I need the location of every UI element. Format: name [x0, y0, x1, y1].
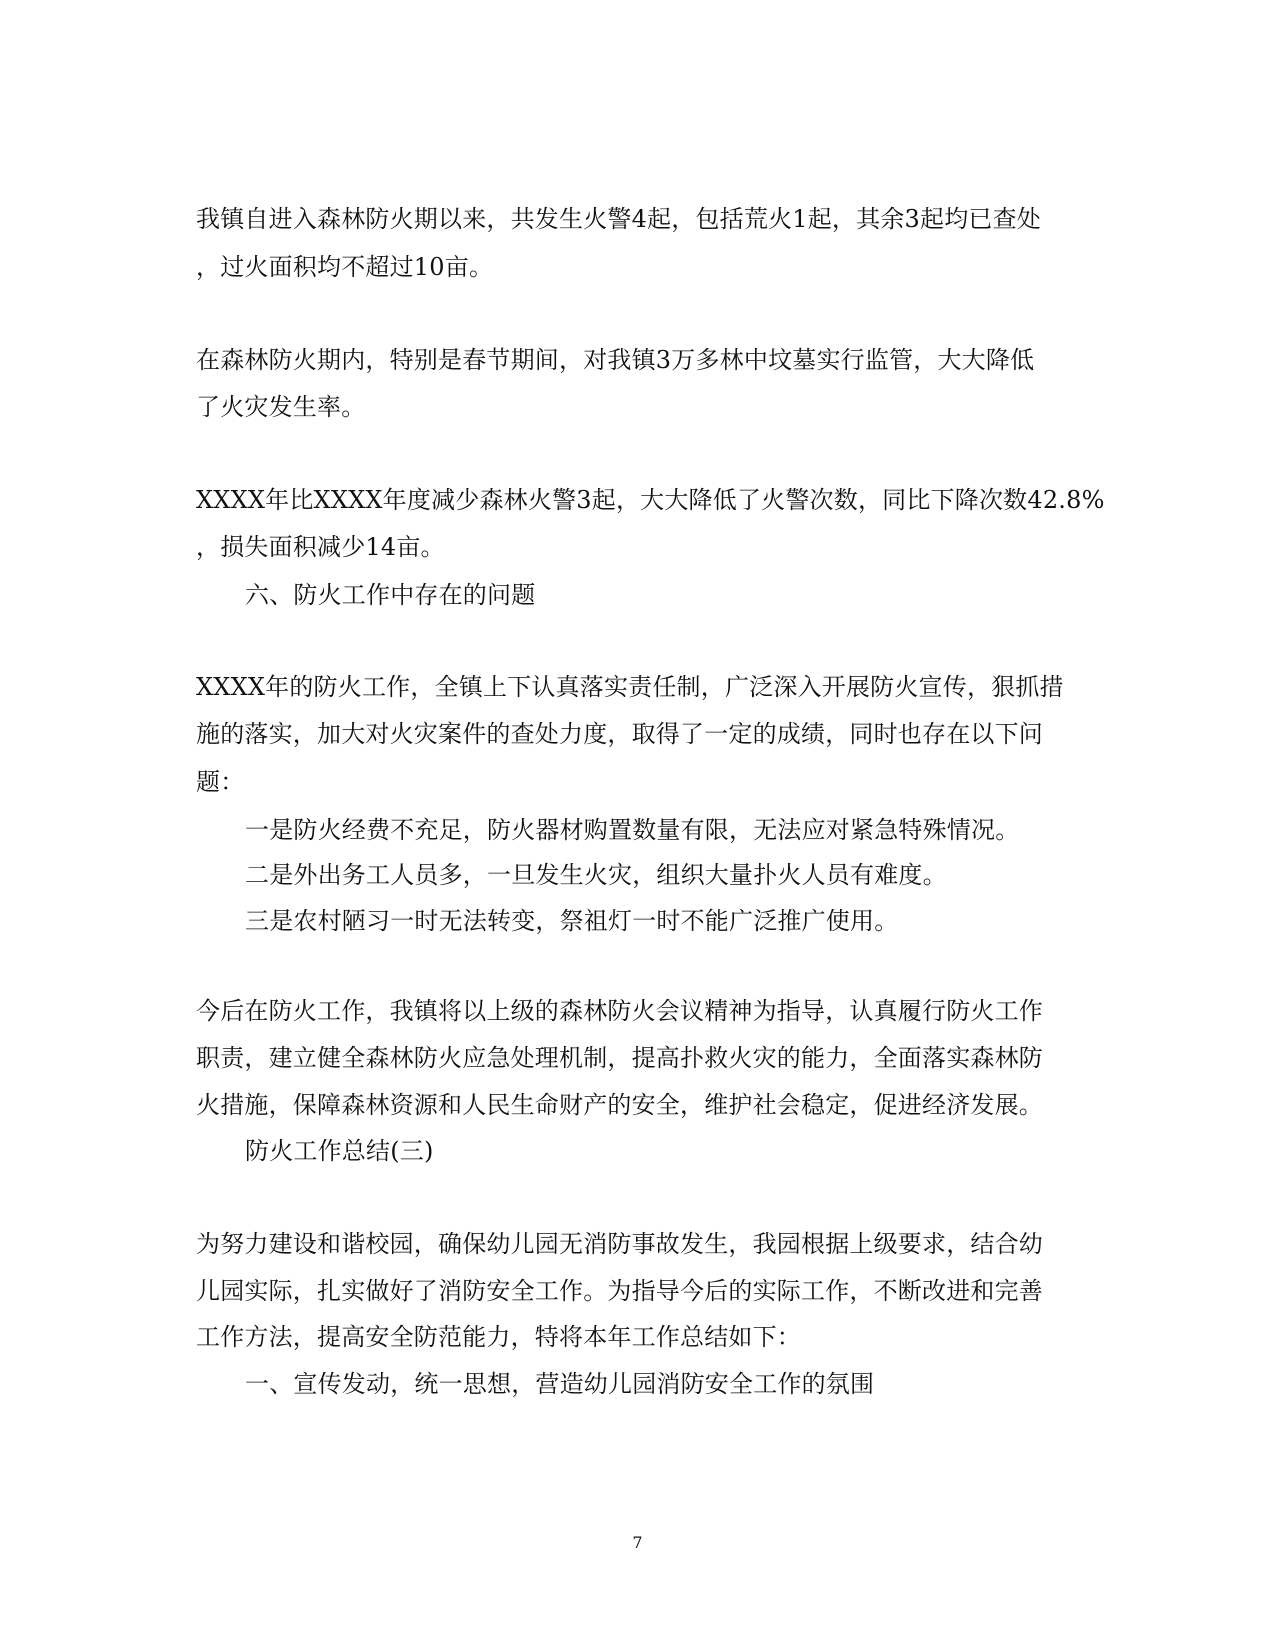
paragraph-line: 火措施，保障森林资源和人民生命财产的安全，维护社会稳定，促进经济发展。	[196, 1091, 1043, 1119]
paragraph-line: 题：	[196, 768, 245, 796]
section-heading: 六、防火工作中存在的问题	[245, 581, 536, 609]
paragraph-line: 工作方法，提高安全防范能力，特将本年工作总结如下：	[196, 1323, 801, 1351]
list-item: 二是外出务工人员多，一旦发生火灾，组织大量扑火人员有难度。	[245, 861, 947, 889]
paragraph-line: 我镇自进入森林防火期以来，共发生火警4起，包括荒火1起，其余3起均已查处	[196, 205, 1042, 233]
paragraph-line: 为努力建设和谐校园，确保幼儿园无消防事故发生，我园根据上级要求，结合幼	[196, 1230, 1043, 1258]
paragraph-line: ，损失面积减少14亩。	[196, 533, 445, 561]
paragraph-line: XXXX年比XXXX年度减少森林火警3起，大大降低了火警次数，同比下降次数42.8%	[196, 486, 1105, 514]
section-heading: 一、宣传发动，统一思想，营造幼儿园消防安全工作的氛围	[245, 1370, 875, 1398]
page-number: 7	[632, 1533, 643, 1552]
paragraph-line: 在森林防火期内，特别是春节期间，对我镇3万多林中坟墓实行监管，大大降低	[196, 346, 1035, 374]
section-heading: 防火工作总结(三)	[245, 1137, 434, 1165]
paragraph-line: 了火灾发生率。	[196, 393, 366, 421]
paragraph-line: ，过火面积均不超过10亩。	[196, 253, 494, 281]
list-item: 一是防火经费不充足，防火器材购置数量有限，无法应对紧急特殊情况。	[245, 816, 1020, 844]
paragraph-line: 施的落实，加大对火灾案件的查处力度，取得了一定的成绩，同时也存在以下问	[196, 720, 1043, 748]
paragraph-line: XXXX年的防火工作，全镇上下认真落实责任制，广泛深入开展防火宣传，狠抓措	[196, 673, 1064, 701]
paragraph-line: 今后在防火工作，我镇将以上级的森林防火会议精神为指导，认真履行防火工作	[196, 997, 1043, 1025]
paragraph-line: 儿园实际，扎实做好了消防安全工作。为指导今后的实际工作，不断改进和完善	[196, 1277, 1043, 1305]
paragraph-line: 职责，建立健全森林防火应急处理机制，提高扑救火灾的能力，全面落实森林防	[196, 1044, 1043, 1072]
list-item: 三是农村陋习一时无法转变，祭祖灯一时不能广泛推广使用。	[245, 907, 899, 935]
